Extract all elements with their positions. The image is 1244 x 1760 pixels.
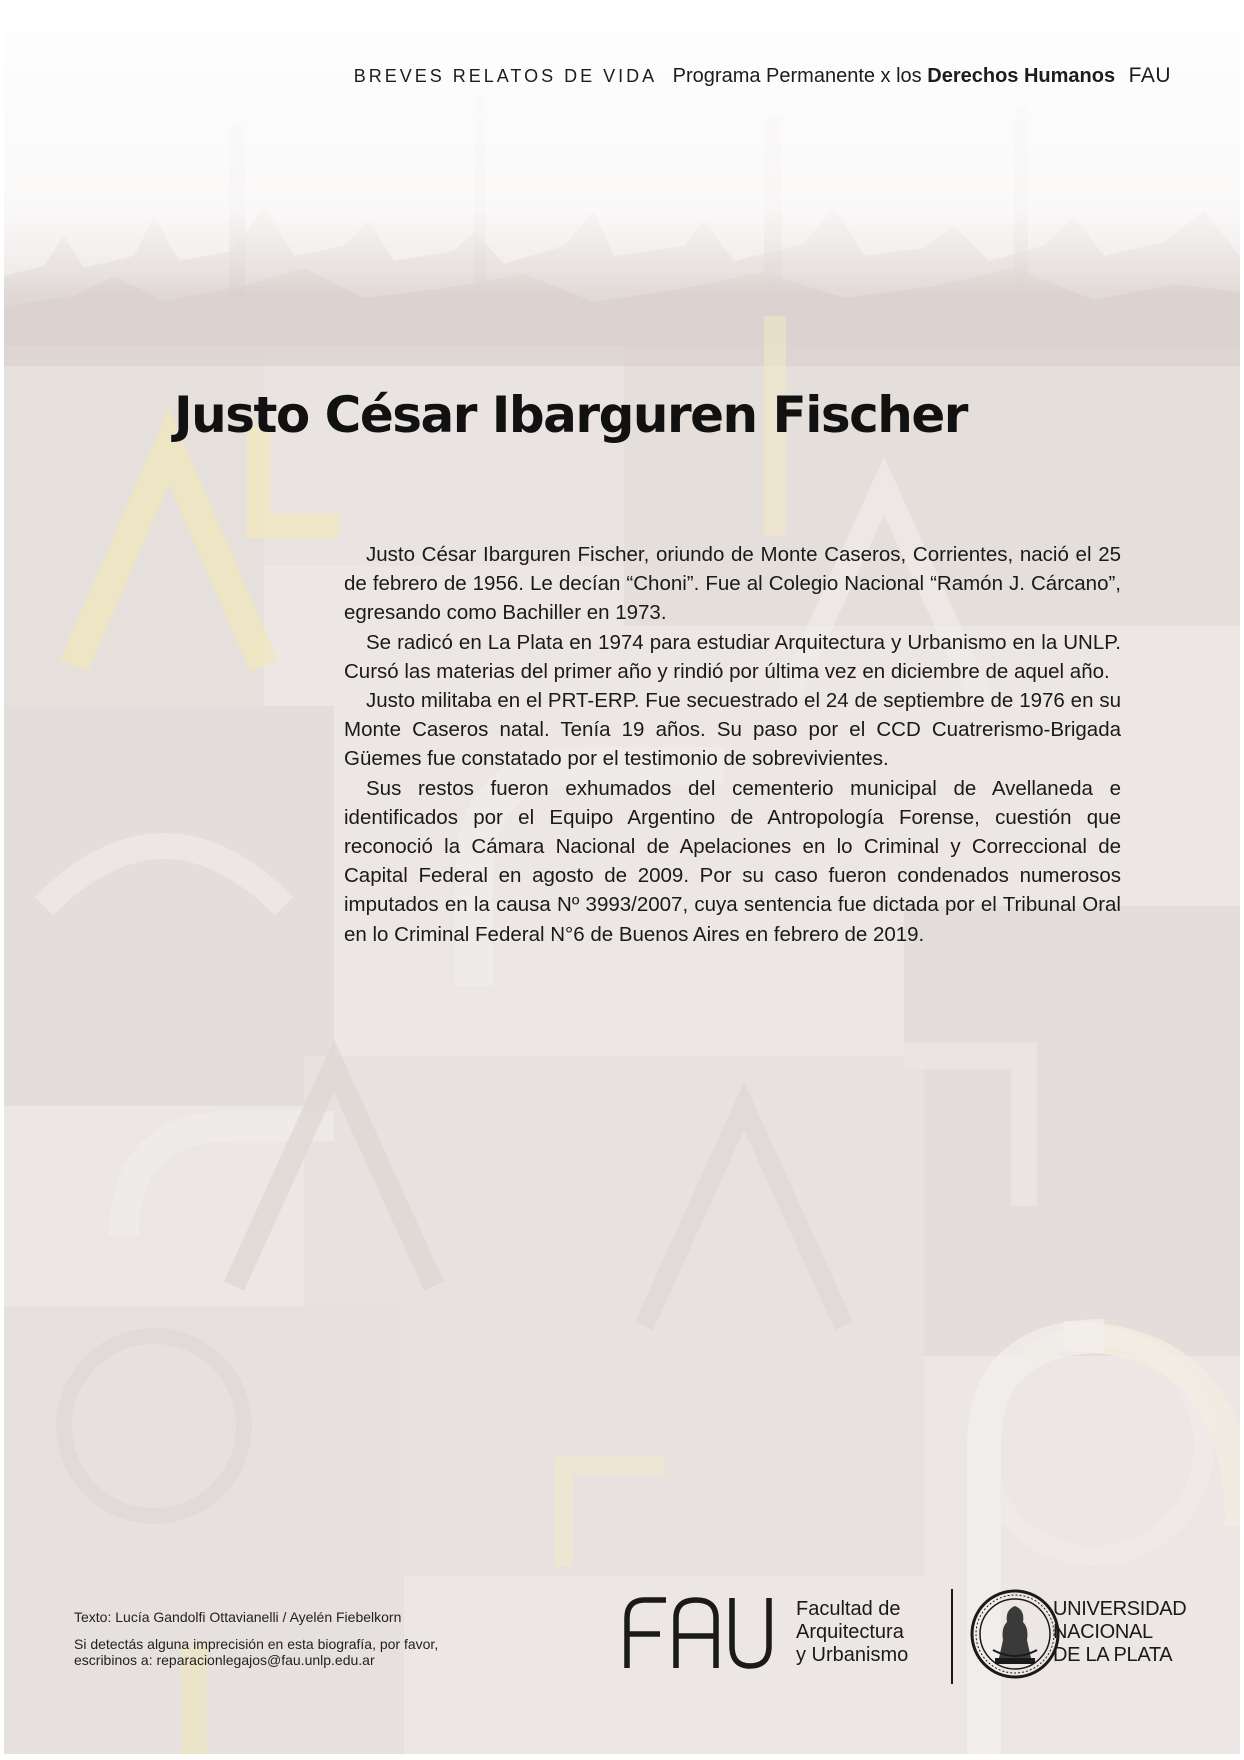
logo-divider (951, 1589, 953, 1684)
biography-paragraph: Justo militaba en el PRT-ERP. Fue secuestrado el 24 de septiembre de 1976 en su Monte Caseros natal. Tenía 19 años. Su paso por el CCD Cuatrerismo-Brigada Güemes fue constatado por el testimonio de sobrevivientes. (344, 689, 1121, 771)
university-name-line: UNIVERSIDAD (1053, 1598, 1187, 1620)
header-fau: FAU (1128, 64, 1171, 87)
university-name-line: NACIONAL (1053, 1621, 1153, 1643)
contact-line: escribinos a: reparacionlegajos@fau.unlp.edu.ar (74, 1652, 375, 1668)
biography-paragraph: Justo César Ibarguren Fischer, oriundo de Monte Caseros, Corrientes, nació el 25 de febrero de 1956. Le decían “Choni”. Fue al Colegio Nacional “Ramón J. Cárcano”, egresando como Bachiller en 1973. (344, 543, 1121, 625)
page-title: Justo César Ibarguren Fischer (174, 386, 967, 444)
fau-logo-icon (624, 1596, 774, 1670)
program-prefix: Programa Permanente x los (672, 65, 922, 87)
contact-line: Si detectás alguna imprecisión en esta biografía, por favor, (74, 1636, 439, 1652)
credits (74, 1609, 494, 1668)
faculty-name-line: Arquitectura (796, 1621, 904, 1643)
biography-paragraph: Se radicó en La Plata en 1974 para estudiar Arquitectura y Urbanismo en la UNLP. Cursó las materias del primer año y rindió por última vez en diciembre de aquel año. (344, 630, 1121, 683)
header-bar (4, 64, 1171, 88)
author-credit: Texto: Lucía Gandolfi Ottavianelli / Ayelén Fiebelkorn (74, 1609, 402, 1625)
university-name-line: DE LA PLATA (1053, 1644, 1173, 1666)
university-name (1053, 1598, 1233, 1667)
faculty-name-line: Facultad de (796, 1598, 901, 1620)
program-bold: Derechos Humanos (927, 65, 1116, 87)
faculty-name (796, 1598, 956, 1667)
unlp-seal-icon (969, 1588, 1061, 1680)
series-label: BREVES RELATOS DE VIDA (353, 66, 658, 86)
faculty-name-line: y Urbanismo (796, 1644, 909, 1666)
biography-text (344, 540, 1121, 949)
poster-page (4, 6, 1240, 1754)
biography-paragraph: Sus restos fueron exhumados del cementerio municipal de Avellaneda e identificados por el Equipo Argentino de Antropología Forense, cuestión que reconoció la Cámara Nacional de Apelaciones en lo Criminal y Correccional de Capital Federal en agosto de 2009. Por su caso fueron condenados numerosos imputados en la causa Nº 3993/2007, cuya sentencia fue dictada por el Tribunal Oral en lo Criminal Federal N°6 de Buenos Aires en febrero de 2019. (344, 776, 1121, 946)
